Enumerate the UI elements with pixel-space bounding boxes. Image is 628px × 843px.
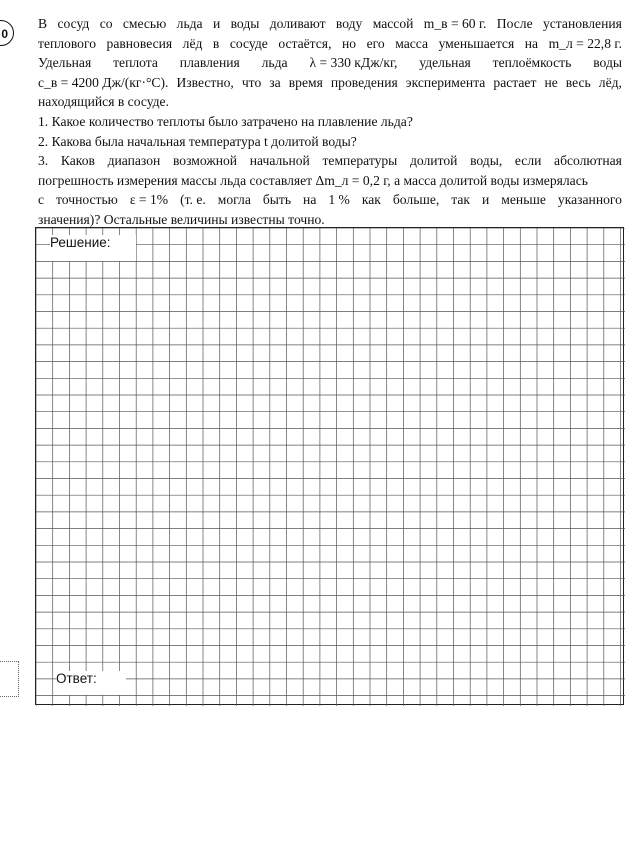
word: время — [288, 74, 323, 90]
word: удельная — [419, 55, 471, 71]
word: на — [303, 192, 317, 208]
word: остаётся, — [278, 35, 332, 51]
problem-line-3 — [38, 53, 622, 73]
word: весь — [565, 74, 591, 90]
word: если — [514, 153, 542, 169]
word: указанного — [557, 192, 622, 208]
word: теплота — [113, 55, 158, 71]
question-3-line-4: значения)? Остальные величины известны точно. — [38, 211, 325, 227]
word: После — [496, 16, 533, 31]
problem-line-2 — [38, 34, 622, 54]
problem-line-5: находящийся в сосуде. — [38, 94, 169, 110]
word: Каков — [60, 153, 95, 169]
word: Известно, — [176, 74, 234, 90]
word: воду — [335, 16, 363, 31]
word: m_л = 22,8 г. — [548, 35, 622, 51]
word: температуры — [322, 153, 398, 169]
word: воды — [593, 55, 622, 71]
word: воды — [230, 16, 260, 31]
word: сосуд — [57, 16, 90, 31]
word: что — [241, 74, 262, 90]
word: λ = 330 кДж/кг, — [309, 55, 398, 71]
word: смесью — [122, 16, 167, 31]
word: теплоёмкость — [492, 55, 572, 71]
word: сосуде — [229, 35, 268, 51]
question-3-line-3 — [38, 190, 622, 210]
word: льда — [261, 55, 288, 71]
word: m_в = 60 г. — [423, 16, 487, 31]
question-3-line-2: погрешность измерения массы льда составляет Δm_л = 0,2 г, а масса долитой воды измерялась — [38, 172, 588, 188]
word: за — [269, 74, 281, 90]
question-2: 2. Какова была начальная температура t долитой воды? — [38, 133, 357, 149]
word: и — [482, 192, 490, 208]
word: 1 % — [328, 192, 350, 208]
word: так — [451, 192, 471, 208]
word: равновесия — [106, 35, 173, 51]
word: точностью — [56, 192, 118, 208]
word: проведения — [330, 74, 398, 90]
word: долитой — [409, 153, 458, 169]
problem-statement — [38, 14, 622, 230]
word: льда — [176, 16, 203, 31]
word: могла — [217, 192, 251, 208]
answer-grid[interactable] — [35, 227, 624, 705]
word: установления — [542, 16, 622, 31]
word: растает — [493, 74, 537, 90]
word: лёд — [182, 35, 203, 51]
word: как — [361, 192, 381, 208]
word: массой — [372, 16, 414, 31]
word: не — [544, 74, 558, 90]
solution-label: Решение: — [50, 235, 136, 261]
word: его — [366, 35, 385, 51]
answer-label: Ответ: — [56, 671, 126, 695]
word: но — [342, 35, 357, 51]
word: со — [99, 16, 113, 31]
word: начальной — [249, 153, 310, 169]
word: плавления — [179, 55, 240, 71]
word: в — [212, 35, 220, 51]
word: на — [524, 35, 539, 51]
word: теплового — [38, 35, 96, 51]
word: диапазон — [107, 153, 161, 169]
problem-line-4 — [38, 73, 622, 93]
word: (т. е. — [180, 192, 206, 208]
word: Удельная — [38, 55, 92, 71]
word: абсолютная — [554, 153, 622, 169]
word: лёд, — [598, 74, 622, 90]
problem-line-1 — [38, 14, 622, 34]
word: c_в = 4200 Дж/(кг·°С). — [38, 74, 169, 90]
question-1: 1. Какое количество теплоты было затрачено на плавление льда? — [38, 113, 413, 129]
word: с — [38, 192, 45, 208]
word: больше, — [392, 192, 440, 208]
word: меньше — [501, 192, 546, 208]
question-3-line-1 — [38, 151, 622, 171]
word: воды, — [470, 153, 503, 169]
word: ε = 1% — [129, 192, 169, 208]
word: и — [212, 16, 221, 31]
word: быть — [262, 192, 292, 208]
word: В — [38, 16, 48, 31]
word: 3. — [38, 153, 49, 169]
task-number-badge: 0 — [0, 20, 14, 46]
word: уменьшается — [438, 35, 515, 51]
word: доливают — [269, 16, 326, 31]
answer-entry-box[interactable] — [0, 661, 19, 697]
grid-lines — [36, 228, 625, 706]
word: эксперимента — [405, 74, 486, 90]
word: масса — [395, 35, 429, 51]
word: возможной — [172, 153, 238, 169]
